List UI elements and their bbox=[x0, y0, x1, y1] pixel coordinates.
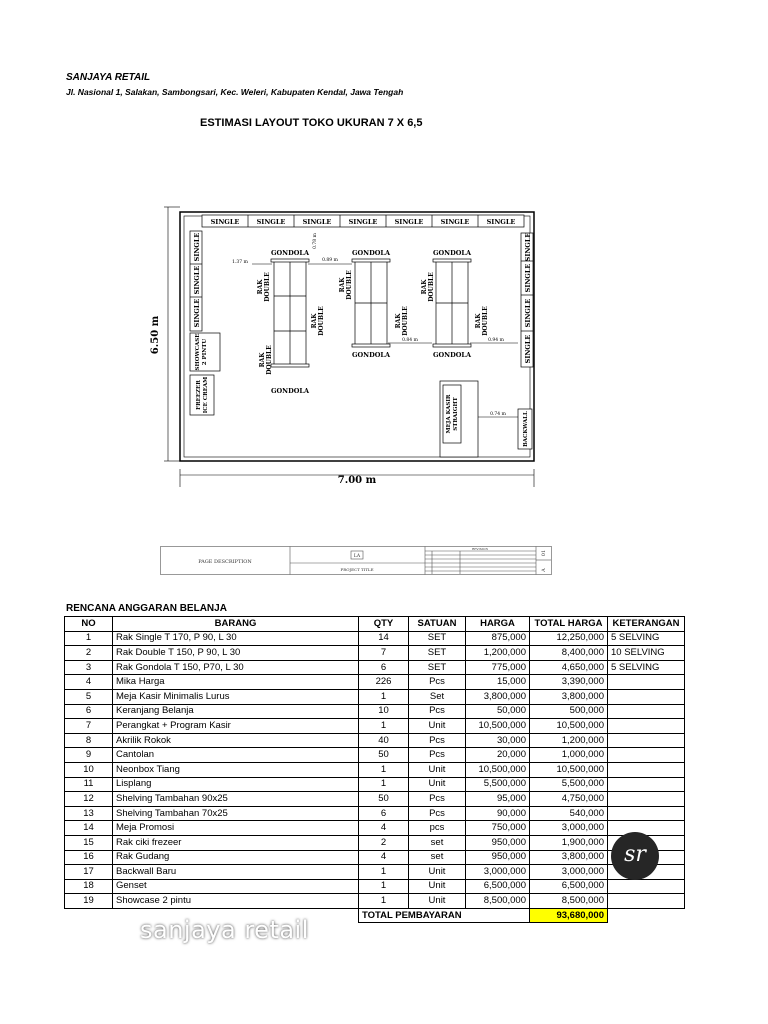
table-cell: 20,000 bbox=[466, 748, 530, 763]
table-row bbox=[65, 748, 685, 763]
table-cell: 19 bbox=[65, 894, 113, 909]
table-cell: Shelving Tambahan 90x25 bbox=[113, 792, 359, 807]
table-cell: 3,800,000 bbox=[466, 689, 530, 704]
table-cell: 1,000,000 bbox=[530, 748, 608, 763]
table-cell: 6 bbox=[65, 704, 113, 719]
table-cell: 5 bbox=[65, 689, 113, 704]
table-cell bbox=[608, 762, 685, 777]
table-row bbox=[65, 704, 685, 719]
rak-double-label: DOUBLE bbox=[402, 306, 409, 336]
table-cell: 18 bbox=[65, 879, 113, 894]
table-cell: Rak Single T 170, P 90, L 30 bbox=[113, 631, 359, 646]
backwall-label: BACKWALL bbox=[523, 411, 529, 447]
table-row bbox=[65, 646, 685, 661]
table-cell: 3 bbox=[65, 660, 113, 675]
table-cell: 14 bbox=[65, 821, 113, 836]
measure-label: 0.74 m bbox=[490, 412, 506, 417]
table-cell bbox=[608, 806, 685, 821]
table-cell: 6,500,000 bbox=[466, 879, 530, 894]
single-shelf-label: SINGLE bbox=[524, 232, 532, 262]
table-cell: 750,000 bbox=[466, 821, 530, 836]
showcase-label: 2 PINTU bbox=[202, 338, 208, 366]
width-dimension: 7.00 m bbox=[337, 475, 377, 486]
table-cell: pcs bbox=[409, 821, 466, 836]
table-cell: 1,200,000 bbox=[466, 646, 530, 661]
table-row bbox=[65, 835, 685, 850]
gondola-label: GONDOLA bbox=[432, 351, 472, 359]
column-header: QTY bbox=[359, 617, 409, 632]
table-row bbox=[65, 777, 685, 792]
table-cell: Akrilik Rokok bbox=[113, 733, 359, 748]
table-cell: 15 bbox=[65, 835, 113, 850]
table-cell: 3,800,000 bbox=[530, 850, 608, 865]
table-cell: 2 bbox=[359, 835, 409, 850]
table-cell: 10,500,000 bbox=[466, 762, 530, 777]
table-cell: 90,000 bbox=[466, 806, 530, 821]
single-shelf-label: SINGLE bbox=[193, 298, 201, 328]
table-cell bbox=[608, 792, 685, 807]
table-cell: 540,000 bbox=[530, 806, 608, 821]
table-cell: 7 bbox=[359, 646, 409, 661]
showcase-label: SHOWCASE bbox=[195, 333, 201, 371]
rak-double-label: DOUBLE bbox=[482, 306, 489, 336]
table-cell: Unit bbox=[409, 719, 466, 734]
table-cell: 500,000 bbox=[530, 704, 608, 719]
table-cell: SET bbox=[409, 646, 466, 661]
table-row bbox=[65, 631, 685, 646]
single-shelf-label: SINGLE bbox=[394, 218, 424, 226]
table-cell: Shelving Tambahan 70x25 bbox=[113, 806, 359, 821]
rak-double-label: DOUBLE bbox=[346, 270, 353, 300]
table-cell: 1 bbox=[65, 631, 113, 646]
table-row bbox=[65, 806, 685, 821]
table-cell bbox=[608, 704, 685, 719]
rak-double-label: RAK bbox=[395, 313, 402, 329]
freezer-label: FREEZER bbox=[196, 380, 202, 410]
total-label: TOTAL PEMBAYARAN bbox=[359, 908, 530, 923]
measure-label: 0.94 m bbox=[488, 338, 504, 343]
gondola-label: GONDOLA bbox=[432, 249, 472, 257]
table-cell: Pcs bbox=[409, 733, 466, 748]
table-cell: Set bbox=[409, 689, 466, 704]
table-cell: 10 bbox=[65, 762, 113, 777]
table-cell: Unit bbox=[409, 865, 466, 880]
budget-title: RENCANA ANGGARAN BELANJA bbox=[66, 603, 227, 614]
table-cell: 5,500,000 bbox=[466, 777, 530, 792]
table-cell: 4 bbox=[359, 821, 409, 836]
document-title: ESTIMASI LAYOUT TOKO UKURAN 7 X 6,5 bbox=[200, 117, 423, 129]
table-row bbox=[65, 821, 685, 836]
table-row bbox=[65, 865, 685, 880]
column-header: BARANG bbox=[113, 617, 359, 632]
table-cell: 50 bbox=[359, 748, 409, 763]
table-cell bbox=[608, 748, 685, 763]
table-cell: 10,500,000 bbox=[466, 719, 530, 734]
table-cell: Meja Kasir Minimalis Lurus bbox=[113, 689, 359, 704]
page-description-label: PAGE DESCRIPTION bbox=[198, 559, 252, 565]
column-header: TOTAL HARGA bbox=[530, 617, 608, 632]
table-cell: Cantolan bbox=[113, 748, 359, 763]
table-cell: Pcs bbox=[409, 675, 466, 690]
table-cell: 10,500,000 bbox=[530, 762, 608, 777]
single-shelf-label: SINGLE bbox=[193, 265, 201, 295]
total-value: 93,680,000 bbox=[530, 908, 608, 923]
table-row bbox=[65, 689, 685, 704]
rak-double-label: RAK bbox=[339, 277, 346, 293]
table-cell: 50,000 bbox=[466, 704, 530, 719]
table-cell bbox=[608, 733, 685, 748]
table-cell: 12 bbox=[65, 792, 113, 807]
table-cell bbox=[608, 821, 685, 836]
table-cell: Pcs bbox=[409, 792, 466, 807]
table-cell: 8,500,000 bbox=[466, 894, 530, 909]
table-cell: 10,500,000 bbox=[530, 719, 608, 734]
project-title-label: PROJECT TITLE bbox=[340, 567, 374, 572]
single-shelf-label: SINGLE bbox=[302, 218, 332, 226]
revision-label: REVISION bbox=[471, 547, 489, 551]
table-cell: 1 bbox=[359, 719, 409, 734]
table-cell: 1 bbox=[359, 894, 409, 909]
table-cell: Genset bbox=[113, 879, 359, 894]
table-cell: 4,750,000 bbox=[530, 792, 608, 807]
table-cell: 6 bbox=[359, 806, 409, 821]
table-cell: Pcs bbox=[409, 704, 466, 719]
gondola-label: GONDOLA bbox=[351, 351, 391, 359]
rak-double-label: RAK bbox=[475, 313, 482, 329]
table-cell: 3,800,000 bbox=[530, 689, 608, 704]
table-cell: 3,000,000 bbox=[530, 821, 608, 836]
table-cell: 226 bbox=[359, 675, 409, 690]
table-cell: 2 bbox=[65, 646, 113, 661]
table-row bbox=[65, 733, 685, 748]
rak-double-label: DOUBLE bbox=[264, 272, 271, 302]
table-cell: Backwall Baru bbox=[113, 865, 359, 880]
measure-label: 1.37 m bbox=[232, 260, 248, 265]
table-cell: set bbox=[409, 835, 466, 850]
sheet-letter: A bbox=[541, 568, 547, 572]
table-cell: Pcs bbox=[409, 748, 466, 763]
gondola-label: GONDOLA bbox=[270, 249, 310, 257]
table-cell: 1 bbox=[359, 689, 409, 704]
table-cell: 950,000 bbox=[466, 850, 530, 865]
table-cell: Rak ciki frezeer bbox=[113, 835, 359, 850]
blank-cell bbox=[608, 908, 685, 923]
table-cell: Unit bbox=[409, 762, 466, 777]
table-cell: 8,500,000 bbox=[530, 894, 608, 909]
budget-table bbox=[64, 616, 685, 923]
table-cell: 10 SELVING bbox=[608, 646, 685, 661]
table-cell bbox=[608, 675, 685, 690]
table-row bbox=[65, 879, 685, 894]
watermark-text: sanjaya retail bbox=[140, 916, 309, 944]
cashier-label: STRAIGHT bbox=[453, 397, 459, 431]
table-cell: set bbox=[409, 850, 466, 865]
single-shelf-label: SINGLE bbox=[524, 298, 532, 328]
table-cell: 17 bbox=[65, 865, 113, 880]
table-cell bbox=[608, 777, 685, 792]
table-row bbox=[65, 850, 685, 865]
table-cell: 4,650,000 bbox=[530, 660, 608, 675]
table-cell: 6 bbox=[359, 660, 409, 675]
single-shelf-label: SINGLE bbox=[256, 218, 286, 226]
table-cell: Neonbox Tiang bbox=[113, 762, 359, 777]
table-cell: 40 bbox=[359, 733, 409, 748]
table-row bbox=[65, 719, 685, 734]
table-cell: 9 bbox=[65, 748, 113, 763]
table-cell: Unit bbox=[409, 879, 466, 894]
rak-double-label: RAK bbox=[311, 313, 318, 329]
table-cell: 1 bbox=[359, 777, 409, 792]
single-shelf-label: SINGLE bbox=[486, 218, 516, 226]
table-row bbox=[65, 792, 685, 807]
rak-double-label: RAK bbox=[421, 279, 428, 295]
table-cell: Rak Double T 150, P 90, L 30 bbox=[113, 646, 359, 661]
table-cell: 1 bbox=[359, 879, 409, 894]
table-cell: 1,200,000 bbox=[530, 733, 608, 748]
table-cell: 14 bbox=[359, 631, 409, 646]
table-cell: 1 bbox=[359, 762, 409, 777]
single-shelf-label: SINGLE bbox=[348, 218, 378, 226]
table-row bbox=[65, 660, 685, 675]
drawing-title-block bbox=[160, 546, 552, 576]
table-cell: 16 bbox=[65, 850, 113, 865]
floor-plan bbox=[140, 195, 550, 495]
single-shelf-label: SINGLE bbox=[524, 334, 532, 364]
column-header: HARGA bbox=[466, 617, 530, 632]
sheet-number: 01 bbox=[541, 549, 547, 557]
table-cell: 15,000 bbox=[466, 675, 530, 690]
single-shelf-label: SINGLE bbox=[210, 218, 240, 226]
rak-double-label: DOUBLE bbox=[266, 345, 273, 375]
table-cell: Rak Gudang bbox=[113, 850, 359, 865]
table-cell: Meja Promosi bbox=[113, 821, 359, 836]
table-cell: 7 bbox=[65, 719, 113, 734]
column-header: KETERANGAN bbox=[608, 617, 685, 632]
table-cell: 1 bbox=[359, 865, 409, 880]
table-cell: 3,000,000 bbox=[530, 865, 608, 880]
single-shelf-label: SINGLE bbox=[524, 263, 532, 293]
table-cell: Mika Harga bbox=[113, 675, 359, 690]
table-cell: Keranjang Belanja bbox=[113, 704, 359, 719]
table-header-row bbox=[65, 617, 685, 632]
rak-double-label: DOUBLE bbox=[318, 306, 325, 336]
table-cell: 50 bbox=[359, 792, 409, 807]
table-cell bbox=[608, 689, 685, 704]
table-cell: Lisplang bbox=[113, 777, 359, 792]
table-cell: 875,000 bbox=[466, 631, 530, 646]
rak-double-label: DOUBLE bbox=[428, 272, 435, 302]
table-cell: 8,400,000 bbox=[530, 646, 608, 661]
table-cell: 12,250,000 bbox=[530, 631, 608, 646]
table-cell bbox=[608, 894, 685, 909]
table-cell: 5 SELVING bbox=[608, 631, 685, 646]
table-row bbox=[65, 894, 685, 909]
table-row bbox=[65, 675, 685, 690]
column-header: NO bbox=[65, 617, 113, 632]
sheet-code: LA bbox=[353, 554, 361, 559]
table-cell: Perangkat + Program Kasir bbox=[113, 719, 359, 734]
table-cell: 4 bbox=[65, 675, 113, 690]
gondola-label: GONDOLA bbox=[270, 387, 310, 395]
table-cell: 775,000 bbox=[466, 660, 530, 675]
rak-double-label: RAK bbox=[257, 279, 264, 295]
single-shelf-label: SINGLE bbox=[440, 218, 470, 226]
table-cell: 6,500,000 bbox=[530, 879, 608, 894]
table-cell: SET bbox=[409, 660, 466, 675]
height-dimension: 6.50 m bbox=[150, 315, 161, 355]
table-cell bbox=[608, 719, 685, 734]
gondola-label: GONDOLA bbox=[351, 249, 391, 257]
table-cell: 3,390,000 bbox=[530, 675, 608, 690]
freezer-label: ICE CREAM bbox=[203, 376, 209, 414]
table-cell: SET bbox=[409, 631, 466, 646]
table-cell: 13 bbox=[65, 806, 113, 821]
cashier-label: MEJA KASIR bbox=[446, 394, 452, 434]
table-cell: 10 bbox=[359, 704, 409, 719]
table-cell: 950,000 bbox=[466, 835, 530, 850]
measure-label: 0.78 m bbox=[313, 233, 318, 249]
table-cell: 11 bbox=[65, 777, 113, 792]
table-cell: Unit bbox=[409, 777, 466, 792]
company-name: SANJAYA RETAIL bbox=[66, 72, 151, 83]
single-shelf-label: SINGLE bbox=[193, 232, 201, 262]
column-header: SATUAN bbox=[409, 617, 466, 632]
table-cell: Rak Gondola T 150, P70, L 30 bbox=[113, 660, 359, 675]
table-cell: 95,000 bbox=[466, 792, 530, 807]
table-cell: 5 SELVING bbox=[608, 660, 685, 675]
table-cell: Unit bbox=[409, 894, 466, 909]
table-cell: 4 bbox=[359, 850, 409, 865]
company-address: Jl. Nasional 1, Salakan, Sambongsari, Kec. Weleri, Kabupaten Kendal, Jawa Tengah bbox=[66, 87, 404, 97]
table-cell: 8 bbox=[65, 733, 113, 748]
measure-label: 0.84 m bbox=[402, 338, 418, 343]
measure-label: 0.89 m bbox=[322, 258, 338, 263]
table-cell: Pcs bbox=[409, 806, 466, 821]
table-cell: 5,500,000 bbox=[530, 777, 608, 792]
table-cell: Showcase 2 pintu bbox=[113, 894, 359, 909]
table-cell: 30,000 bbox=[466, 733, 530, 748]
table-cell bbox=[608, 879, 685, 894]
rak-double-label: RAK bbox=[259, 352, 266, 368]
table-cell: 1,900,000 bbox=[530, 835, 608, 850]
sanjaya-logo: sr bbox=[611, 832, 659, 880]
table-cell: 3,000,000 bbox=[466, 865, 530, 880]
table-row bbox=[65, 762, 685, 777]
